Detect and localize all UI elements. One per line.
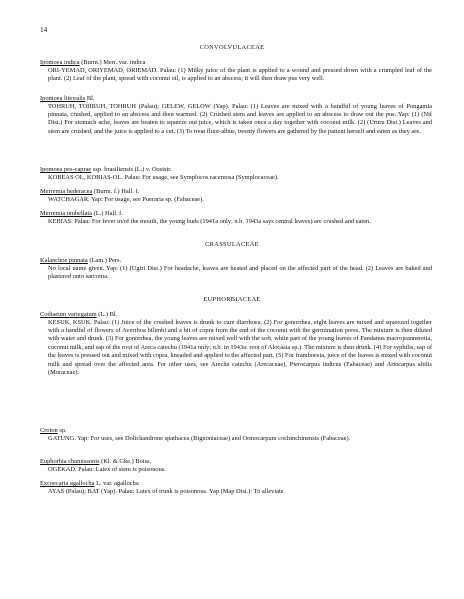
entry-excoecaria-agallocha [40, 480, 432, 496]
species-author: (Burm. f.) Hall. f. [93, 188, 140, 195]
entry-heading [40, 95, 432, 103]
entry-croton [40, 427, 432, 443]
section-title-crassulaceae: CRASSULACEAE [205, 241, 259, 248]
entry-description: AYAS (Palau); BAT (Yap). Palau: Latex of trunk is poisonous. Yap (Map Dist.): To alleviate [48, 487, 284, 495]
entry-ipomoea-pes-caprae [40, 166, 432, 182]
entry-merremia-hederacea [40, 188, 432, 204]
entry-euphorbia-chamissonis [40, 458, 432, 474]
species-author: Bl. [86, 95, 95, 102]
species-name: Excoecaria agallocha [40, 480, 95, 487]
species-author: (Kl. & Gke.) Boiss. [101, 458, 152, 465]
entry-merremia-umbellata [40, 210, 432, 226]
species-author: sp. [59, 427, 67, 434]
entry-description: WATCHAGAR. Yap: For usage, see Pueraria sp. (Fabaceae). [48, 195, 204, 203]
species-name: Merremia hederacea [40, 188, 93, 195]
entry-codiaeum-variegatum [40, 311, 432, 377]
species-name: Ipomoea littoralis [40, 95, 86, 102]
entry-kalanchoe-pinnata [40, 257, 432, 281]
species-author: L. var. agallocha [96, 480, 139, 487]
species-author: (L.) Bl. [98, 311, 118, 318]
species-name: Merremia umbellata [40, 210, 92, 217]
entry-description: OGEKAD. Palau: Latex of stem is poisonous. [48, 465, 166, 473]
section-title-convolvulaceae: CONVOLVULACEAE [199, 44, 265, 51]
species-author: (Lam.) Pers. [89, 257, 122, 264]
entry-description: KESUK, KSUK. Palau: (1) Juice of the crushed leaves is drunk to cure diarrhoea. (2) For gonorrhea, eight leaves are mixed and squeezed together with a handful of flowers of Averrhoa bilimbi and a bit of copra from the end of the coconut with the germination pores. The mixture is then diluted with water and drunk. (3) For gonorrhea, the young leaves are mixed well with the soft, white part of the young leaves of Pandanus macrojeanneretia, coconut milk, and sap of the root of Areca catechu (1941a only; n.b. in 1943a: root of Alocasia sp.). The mixture is then drunk. (4) For syphilis, sap of the leaves is pressed out and mixed with copra, kneaded and applied to the affected part. (5) For framboesia, juice of the leaves is mixed with coconut milk and spread over the affected area. For other uses, see Arecha catechu (Arecaceae), Pterocarpus indicus (Fabaceae) and Artocarpus altilis (Moraceae). [48, 318, 432, 377]
entry-description: KOBEAS OL, KOBIAS-OL. Palau: For usage, see Symplocos racemosa (Symplocaceae). [48, 173, 279, 181]
entry-heading [40, 311, 432, 319]
entry-heading [40, 458, 432, 466]
species-author: (L.) Hall. f. [93, 210, 123, 217]
species-name: Croton [40, 427, 58, 434]
entry-description: TOHRUH, TOHRUH, TOHRUH (Palau); GELEW, GELOW (Yap). Palau: (1) Leaves are mixed with a handful of young leaves of Pongamia pinnata, crushed, applied to an abscess and then warmed. (2) Crushed stem and leaves are applied to an abscess to draw out the pus. Yap: (1) (Nif Dist.) For stomach ache, leaves are beaten to squeeze out juice, which is taken once a day together with coconut milk. (2) (Ururu Dist.) Leaves and stem are crushed, and the juice is applied to a cut. (3) To treat fluor-albus, twenty flowers are gathered by the patient herself and eaten as they are. [48, 102, 432, 135]
entry-ipomoea-littoralis [40, 95, 432, 136]
entry-description: KEBIAS. Palau: For fever in/of the mouth, the young buds (1941a only; n.b. 1943a says central leaves) are crushed and eaten. [48, 217, 371, 225]
species-name: Kalanchoe pinnata [40, 257, 88, 264]
species-name: Ipomoea indica [40, 59, 80, 66]
entry-heading [40, 257, 432, 265]
entry-heading [40, 188, 432, 196]
page-number: 14 [40, 26, 48, 34]
entry-heading [40, 166, 432, 174]
entry-description: GATUNG. Yap: For uses, see Dolichandrone spathacea (Bignoniaceae) and Ormocarpum cochinchinensis (Fabaceae). [48, 434, 351, 442]
entry-description: ORI-YEMAD, ORIYEMAD, ORIEMAD. Palau: (1) Milky juice of the plant is applied to a wound and pressed down with a crumpled leaf of the plant. (2) Leaf of the plant, spread with coconut oil, is applied to an abscess; it will then draw pus very well. [48, 66, 432, 82]
section-title-euphorbiaceae: EUPHORBIACEAE [203, 296, 261, 303]
entry-heading [40, 480, 432, 488]
species-name: Ipomoea pes-caprae [40, 166, 92, 173]
entry-ipomoea-indica [40, 59, 432, 83]
species-name: Codiaeum variegatum [40, 311, 97, 318]
entry-heading [40, 427, 432, 435]
species-author: (Burm.) Merr. var. indica [81, 59, 146, 66]
entry-heading [40, 59, 432, 67]
entry-description: No local name given. Yap: (1) (Ugiri Dist.) For headache, leaves are heated and placed on the affected part of the head. (2) Leaves are baked and plastered onto sarcoma. [48, 264, 432, 280]
species-name: Euphorbia chamissonis [40, 458, 100, 465]
species-author: ssp. brasiliensis (L.) v. Ooststr. [92, 166, 172, 173]
entry-heading [40, 210, 432, 218]
